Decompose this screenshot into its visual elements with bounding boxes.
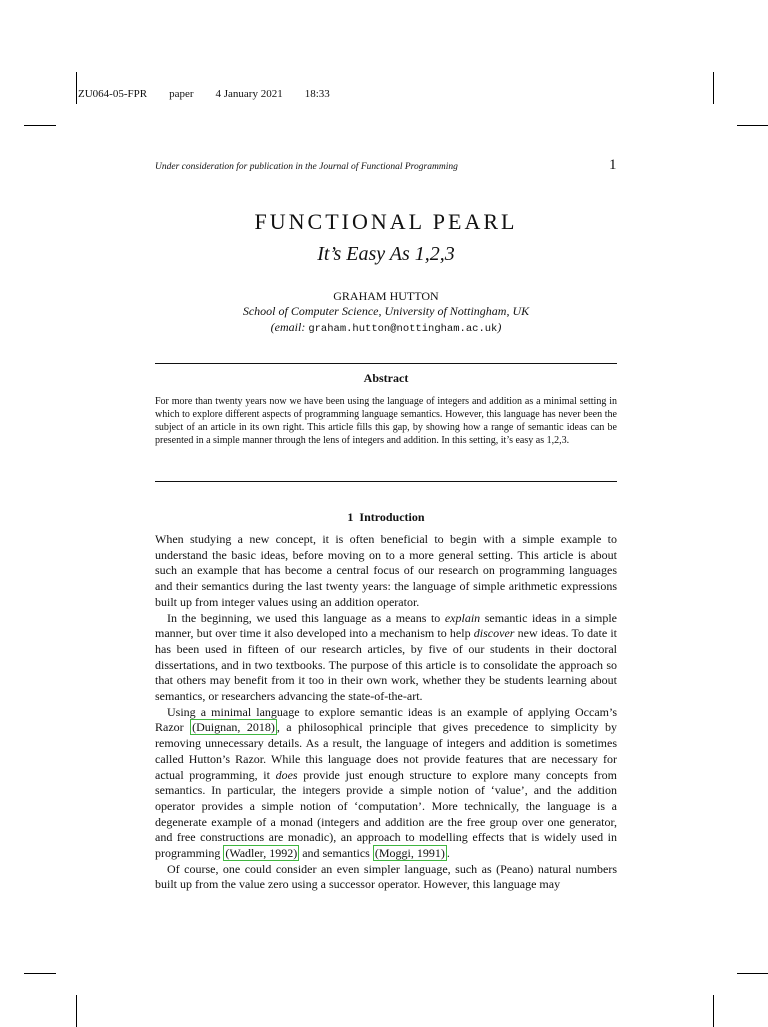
emphasis: does <box>275 767 298 782</box>
crop-mark <box>24 125 56 126</box>
citation-link[interactable]: (Moggi, 1991) <box>374 846 445 861</box>
section-number: 1 <box>347 510 354 524</box>
crop-mark <box>24 973 56 974</box>
paragraph: Of course, one could consider an even simpler language, such as (Peano) natural numbers built up from the value zero using a successor operator. However, this language may <box>155 861 617 892</box>
author-name: GRAHAM HUTTON <box>333 289 439 303</box>
abstract-text: For more than twenty years now we have been using the language of integers and addition as a minimal setting in which to explore different aspects of programming language semantics. However, this language has never been the subject of an article in its own right. This article fills this gap, by showing how a range of semantic ideas can be presented in a simple manner through the lens of integers and addition. In this setting, it’s easy as 1,2,3. <box>155 396 617 446</box>
email-prefix: (email: <box>270 320 309 334</box>
emphasis: explain <box>444 610 481 625</box>
stamp-id: ZU064-05-FPR <box>78 88 148 100</box>
stamp-kind: paper <box>169 88 194 100</box>
paper-subtitle: It’s Easy As 1,2,3 <box>317 243 455 265</box>
crop-mark <box>737 125 768 126</box>
crop-mark <box>737 973 768 974</box>
text-run: provide just enough structure to explore many concepts from semantics. In particular, the integers provide a simple notion of ‘value’, and the addition operator provides a simple notion of ‘computation’. More technically, the language is a degenerate example of a monad (integers and addition are the free group over one generator, and free constructions are monadic), an approach to modelling effects that is widely used in programming <box>155 767 617 861</box>
abstract-top-rule <box>155 363 617 364</box>
email-address[interactable]: graham.hutton@nottingham.ac.uk <box>308 323 498 335</box>
text-run: . <box>446 846 450 861</box>
abstract-bottom-rule <box>155 481 617 482</box>
emphasis: discover <box>473 626 515 641</box>
text-run: new ideas. To date it has been used in fifteen of our research articles, by five of our students in their doctoral dissertations, and in two textbooks. The purpose of this article is to consolidate the approach so that others may benefit from it too in their own work, whether they be students learning about semantics, or researchers advancing the state-of-the-art. <box>155 626 618 704</box>
section-heading <box>155 510 617 525</box>
citation-link[interactable]: (Duignan, 2018) <box>192 720 275 735</box>
citation-link[interactable]: (Wadler, 1992) <box>225 846 298 861</box>
draft-stamp <box>78 88 352 100</box>
paragraph <box>155 611 617 705</box>
page-number: 1 <box>609 157 617 173</box>
text-run: and semantics <box>299 846 373 861</box>
paper-title: FUNCTIONAL PEARL <box>254 209 518 234</box>
text-run: semantic ideas in a simple manner, but over time it also developed into a mechanism to help <box>155 610 617 641</box>
paragraph: When studying a new concept, it is often beneficial to begin with a simple example to understand the basic ideas, before moving on to a more general setting. This article is about such an example that has become a central focus of our research on programming languages and their semantics during the last twenty years: the language of simple arithmetic expressions built up from integer values using an addition operator. <box>155 532 617 609</box>
crop-mark <box>76 995 77 1027</box>
section-title: Introduction <box>359 510 425 524</box>
stamp-date: 4 January 2021 <box>215 88 283 100</box>
author-affiliation: School of Computer Science, University of Nottingham, UK <box>242 304 530 318</box>
stamp-time: 18:33 <box>304 88 330 100</box>
crop-mark <box>713 995 714 1027</box>
email-suffix: ) <box>497 320 502 334</box>
crop-mark <box>713 72 714 104</box>
text-run: Using a minimal language to explore semantic ideas is an example of applying Occam’s Razor <box>155 704 617 735</box>
abstract-heading: Abstract <box>363 371 409 385</box>
body-text <box>155 532 617 893</box>
text-run: In the beginning, we used this language as a means to <box>167 610 445 625</box>
running-head: Under consideration for publication in the Journal of Functional Programming <box>155 162 458 172</box>
paragraph <box>155 705 617 862</box>
author-email <box>155 320 617 335</box>
text-run: , a philosophical principle that gives precedence to simplicity by removing unnecessary details. As a result, the language of integers and addition is sometimes called Hutton’s Razor. While this language does not provide features that are necessary for actual programming, it <box>155 720 618 782</box>
